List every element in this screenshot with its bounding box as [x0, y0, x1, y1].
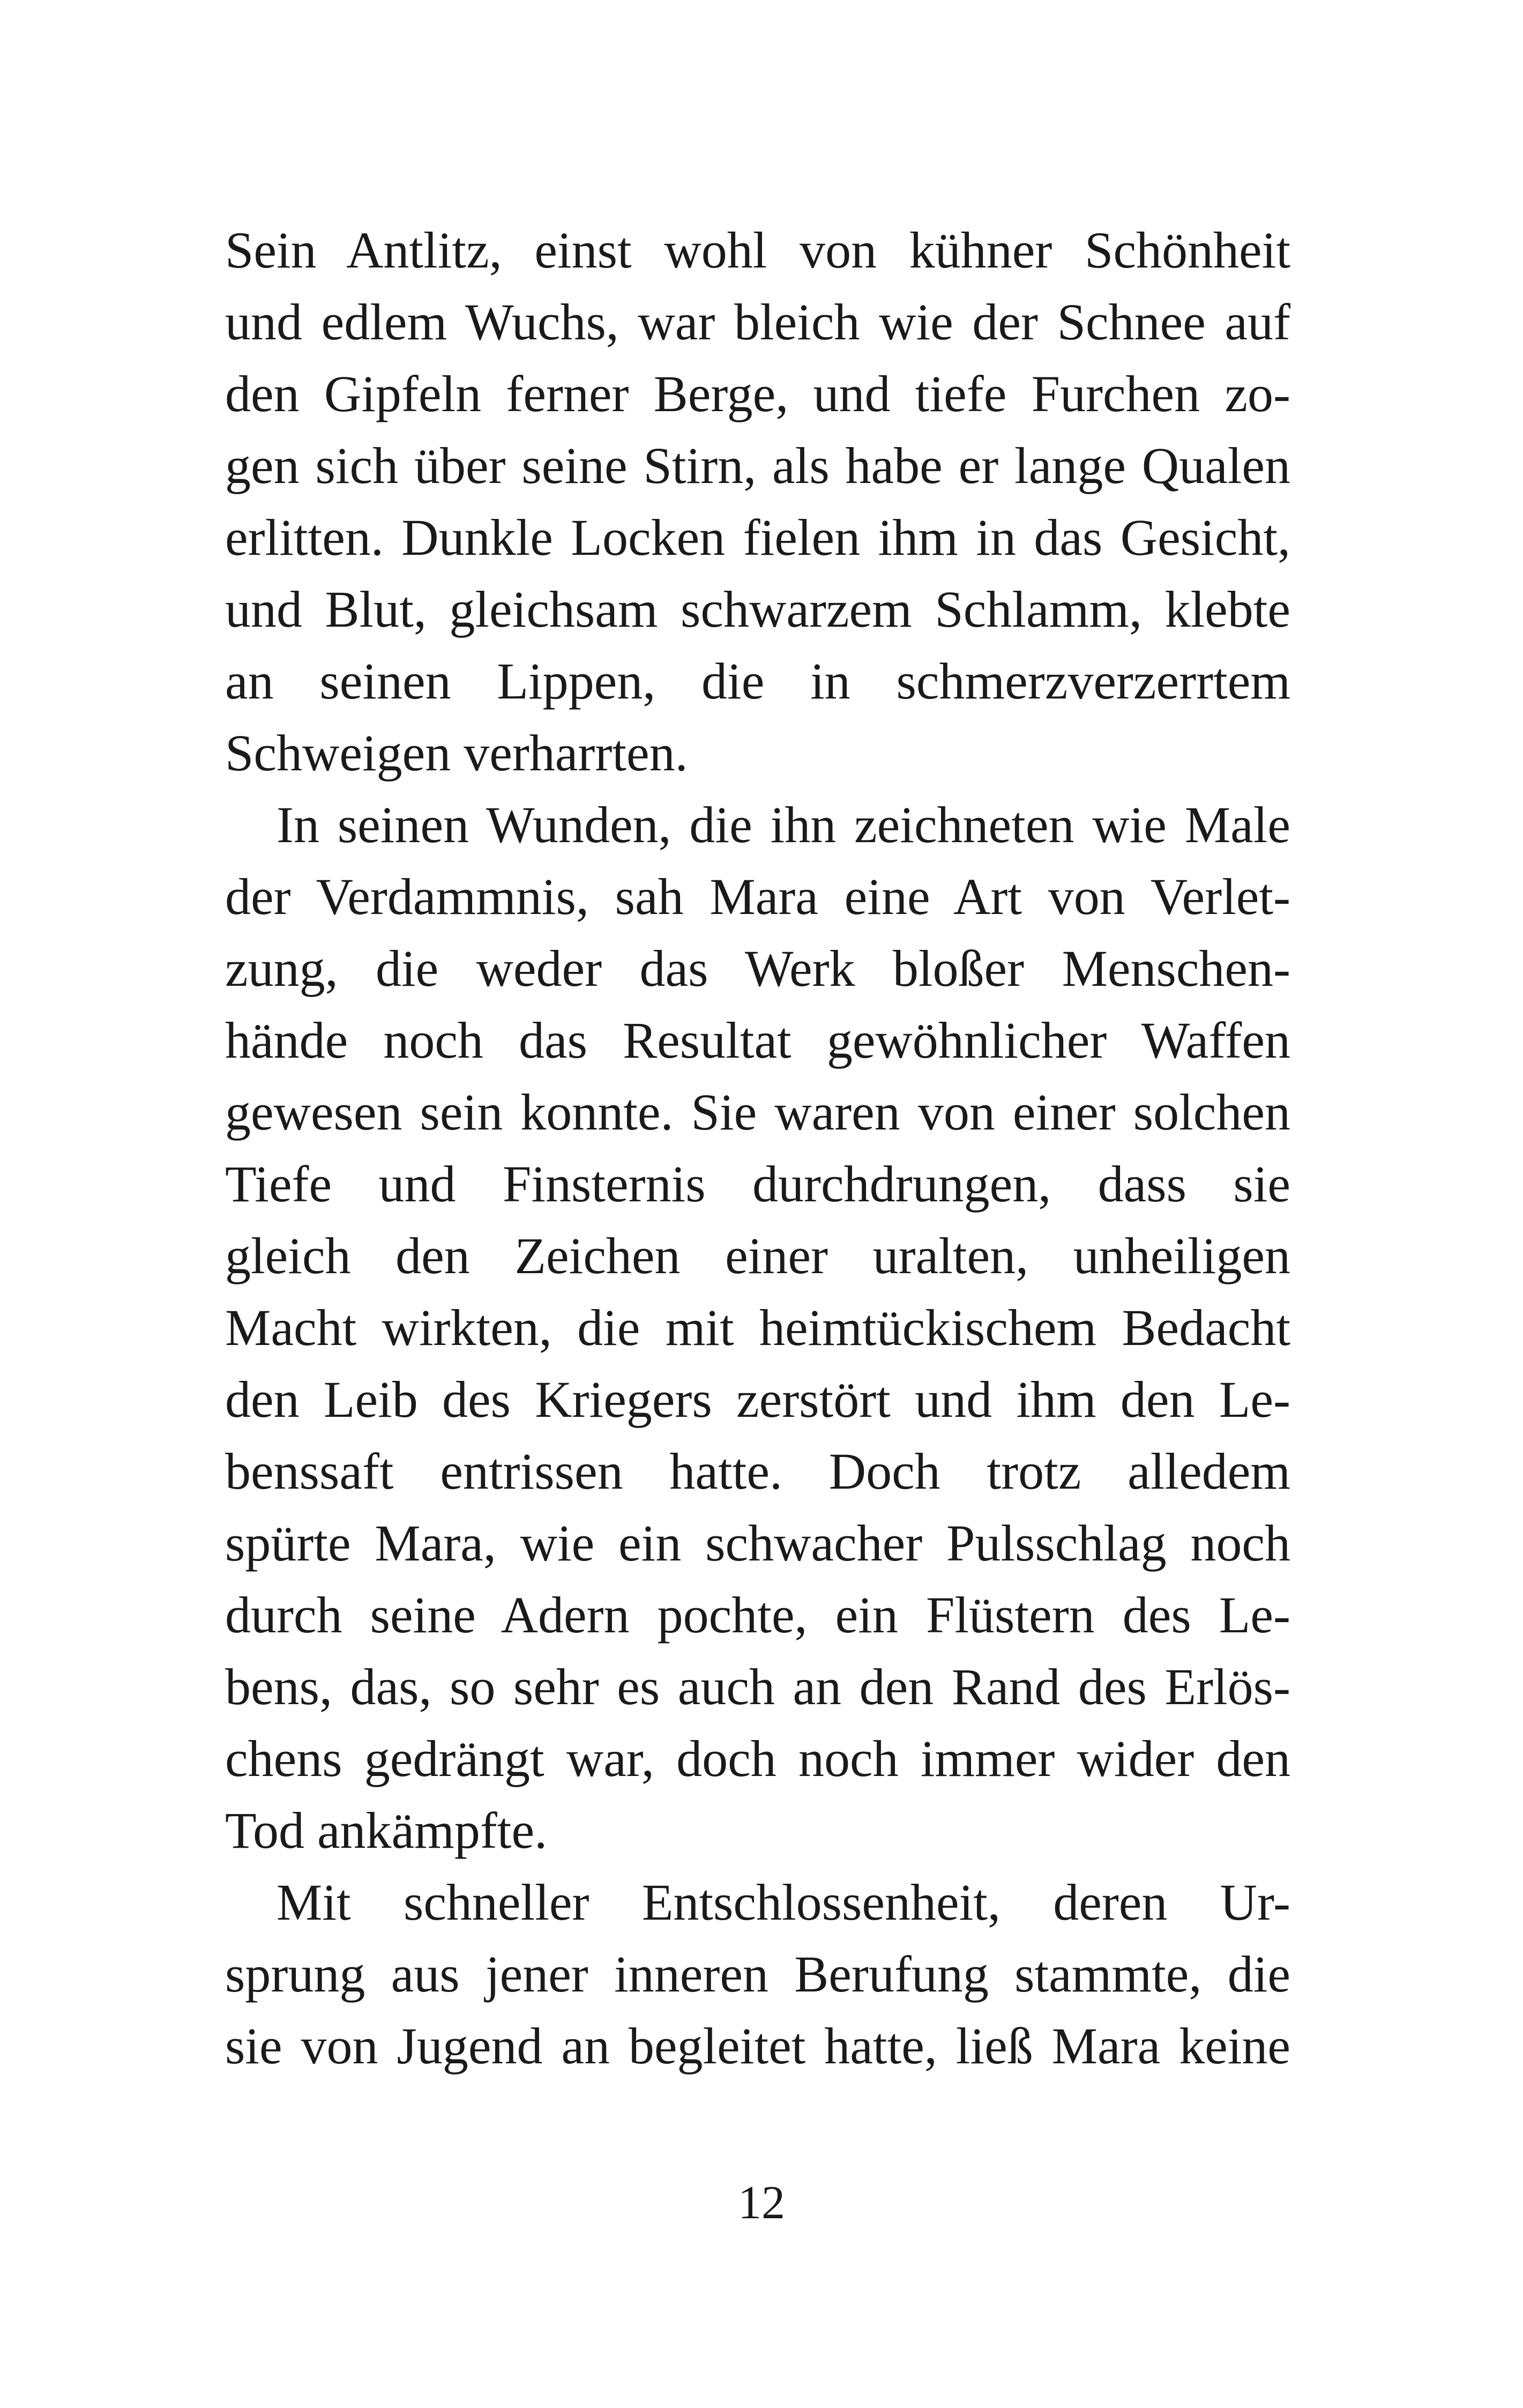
paragraph-2-line-14: chens gedrängt war, doch noch immer wider den [225, 1730, 1290, 1787]
paragraph-2-line-2: der Verdammnis, sah Mara eine Art von Verlet- [225, 868, 1290, 925]
paragraph-2-line-3: zung, die weder das Werk bloßer Menschen- [225, 940, 1290, 997]
paragraph-2-line-11: spürte Mara, wie ein schwacher Pulsschlag noch [225, 1514, 1290, 1572]
paragraph-2-line-15: Tod ankämpfte. [225, 1802, 548, 1859]
body-text [225, 214, 1290, 2082]
paragraph-2-line-5: gewesen sein konnte. Sie waren von einer solchen [225, 1083, 1290, 1141]
paragraph-2-line-9: den Leib des Kriegers zerstört und ihm den Le- [225, 1371, 1290, 1428]
paragraph-3-line-2: sprung aus jener inneren Berufung stammte, die [225, 1945, 1290, 2003]
paragraph-1-line-2: und edlem Wuchs, war bleich wie der Schnee auf [225, 293, 1290, 351]
paragraph-1-line-6: und Blut, gleichsam schwarzem Schlamm, klebte [225, 581, 1290, 638]
paragraph-2-line-10: benssaft entrissen hatte. Doch trotz alledem [225, 1443, 1290, 1500]
paragraph-3-line-1: Mit schneller Entschlossenheit, deren Ur- [277, 1874, 1290, 1931]
paragraph-2-line-13: bens, das, so sehr es auch an den Rand des Erlös- [225, 1658, 1290, 1715]
paragraph-1-line-3: den Gipfeln ferner Berge, und tiefe Furchen zo- [225, 365, 1290, 422]
paragraph-1-line-1: Sein Antlitz, einst wohl von kühner Schönheit [225, 221, 1290, 279]
paragraph-2-line-1: In seinen Wunden, die ihn zeichneten wie Male [277, 796, 1290, 853]
paragraph-1-line-8: Schweigen verharrten. [225, 724, 688, 782]
paragraph-1-line-5: erlitten. Dunkle Locken fielen ihm in das Gesicht, [225, 509, 1290, 566]
paragraph-2-line-4: hände noch das Resultat gewöhnlicher Waffen [225, 1012, 1290, 1069]
page-number: 12 [738, 2177, 785, 2229]
paragraph-3-line-3: sie von Jugend an begleitet hatte, ließ Mara keine [225, 2017, 1290, 2075]
paragraph-2-line-6: Tiefe und Finsternis durchdrungen, dass sie [225, 1155, 1290, 1213]
paragraph-2-line-7: gleich den Zeichen einer uralten, unheiligen [225, 1227, 1290, 1284]
paragraph-2-line-8: Macht wirkten, die mit heimtückischem Bedacht [225, 1299, 1290, 1356]
paragraph-1-line-4: gen sich über seine Stirn, als habe er lange Qualen [225, 437, 1290, 494]
paragraph-1-line-7: an seinen Lippen, die in schmerzverzerrtem [225, 652, 1290, 710]
paragraph-2-line-12: durch seine Adern pochte, ein Flüstern des Le- [225, 1586, 1290, 1644]
